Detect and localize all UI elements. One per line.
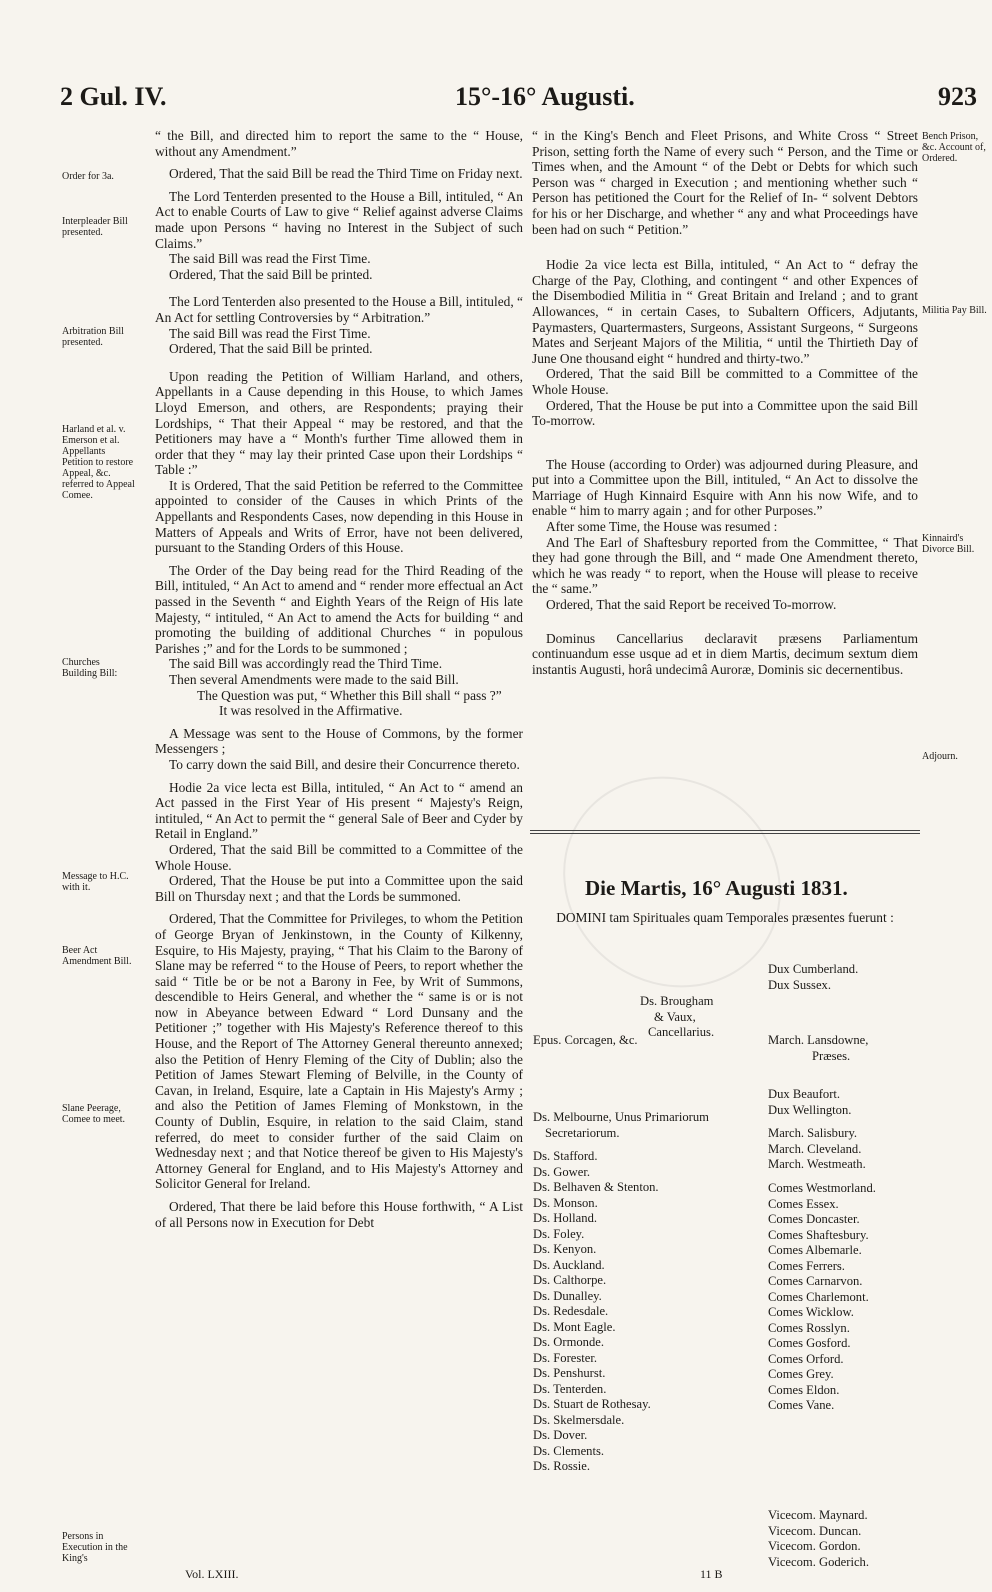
list-item: March. Cleveland. [768, 1141, 862, 1156]
list-item: & Vaux, [654, 1009, 696, 1024]
paragraph: The said Bill was read the First Time. [169, 325, 371, 341]
list-item: Comes Essex. [768, 1196, 839, 1211]
dukes-list [768, 1087, 851, 1118]
paragraph: “ the Bill, and directed him to report the same to the “ House, without any Amendment.” [155, 128, 523, 159]
page-header [0, 82, 992, 118]
volume-number: Vol. LXIII. [185, 1567, 239, 1581]
margin-note: Slane Peerage, Comee to meet. [62, 1103, 126, 1125]
list-item: Præses. [812, 1048, 851, 1063]
list-item: Secretariorum. [545, 1125, 620, 1140]
paragraph: The House (according to Order) was adjourned during Pleasure, and put into a Committee upon the Bill, intituled, “ An Act to dissolve the Marriage of Hugh Kinnaird Esquire with Ann his now Wife, and to enable “ him to marry again ; and for other Purposes.” [532, 456, 918, 519]
margin-note: Harland et al. v. Emerson et al. Appellants Petition to restore Appeal, &c. referred to Appeal Comee. [62, 424, 135, 501]
lansdowne-entry [768, 1033, 868, 1064]
marquesses-list [768, 1126, 866, 1173]
list-item: Ds. Penshurst. [533, 1366, 606, 1380]
list-item: Comes Rosslyn. [768, 1320, 850, 1335]
list-item: Comes Shaftesbury. [768, 1227, 869, 1242]
paragraph: The Question was put, “ Whether this Bill shall “ pass ?” [197, 687, 502, 703]
section-divider [530, 833, 920, 834]
attendance-heading: DOMINI tam Spirituales quam Temporales præsentes fuerunt : [556, 910, 894, 925]
list-item: Comes Gosford. [768, 1336, 851, 1350]
list-item: Ds. Holland. [533, 1211, 598, 1225]
paragraph: Upon reading the Petition of William Harland, and others, Appellants in a Cause depending in this House, to which James Lloyd Emerson, and others, are Respondents; praying their Lordships, “ That their Appeal “ may be restored, and that the Petitioners may have a “ Month's further Time allowed them in order that they “ may lay their printed Case upon their Lordships “ Table :” [155, 368, 523, 478]
paragraph: The said Bill was read the First Time. [169, 251, 371, 267]
right-column [532, 128, 918, 684]
list-item: March. Lansdowne, [768, 1033, 869, 1047]
list-item: Ds. Melbourne, Unus Primariorum [533, 1110, 709, 1124]
list-item: Ds. Clements. [533, 1443, 605, 1458]
paragraph: The Order of the Day being read for the Third Reading of the Bill, intituled, “ An Act to amend and “ render more effectual an Act passed in the Seventh “ and Eighth Years of the Reign of His late Majesty, “ intituled, “ An Act to amend the Acts for building “ and promoting the building of additional Churches “ in populous Parishes ;” and for the Lords to be summoned ; [155, 562, 523, 656]
header-date: 15°-16° Augusti. [455, 82, 635, 111]
list-item: Vicecom. Maynard. [768, 1508, 868, 1522]
margin-note: Interpleader Bill presented. [62, 216, 128, 238]
list-item: Ds. Brougham [640, 994, 714, 1008]
paragraph: It is Ordered, That the said Petition be referred to the Committee appointed to consider of the Causes in which Prints of the Appellants and Respondents Cases, now depending in this House in Matters of Appeals and Writs of Error, have not been delivered, pursuant to the Standing Orders of this House. [155, 477, 523, 556]
section-divider [530, 830, 920, 831]
paragraph: And The Earl of Shaftesbury reported from the Committee, “ That they had gone through the Bill, and “ made One Amendment thereto, which he was ready “ to report, when the House will please to receive the “ same.” [532, 534, 918, 597]
list-item: Comes Charlemont. [768, 1289, 869, 1304]
list-item: Comes Albemarle. [768, 1243, 862, 1257]
paragraph: Hodie 2a vice lecta est Billa, intituled, “ An Act to “ defray the Charge of the Pay, Clothing, and contingent “ and other Expences of the Disembodied Militia in “ Great Britain and Ireland ; and to grant Allowances, “ in certain Cases, to Subaltern Officers, Adjutants, Paymasters, Quartermasters, Surgeons, Assistant Surgeons, “ Surgeons Mates and Serjeant Majors of the Militia, “ until the Thirtieth Day of June One thousand eight “ hundred and thirty-two.” [532, 257, 918, 366]
list-item: Dux Beaufort. [768, 1087, 841, 1101]
paragraph: The Lord Tenterden also presented to the House a Bill, intituled, “ An Act for settling Controversies by “ Arbitration.” [155, 294, 523, 325]
paragraph: Then several Amendments were made to the said Bill. [169, 672, 459, 687]
paragraph: The Lord Tenterden presented to the House a Bill, intituled, “ An Act to enable Courts of Law to give “ Relief against adverse Claims made upon Persons “ having no Interest in the Subject of such Claims.” [155, 188, 523, 251]
list-item: Cancellarius. [648, 1025, 715, 1039]
margin-note: Message to H.C. with it. [62, 871, 129, 893]
paragraph: Hodie 2a vice lecta est Billa, intituled, “ An Act to “ amend an Act passed in the First Year of His present “ Majesty's Reign, intituled, “ An Act to permit the “ general Sale of Beer and Cyder by Retail in England.” [155, 779, 523, 842]
margin-note: Order for 3a. [62, 171, 114, 182]
paragraph: Dominus Cancellarius declaravit præsens Parliamentum continuandum esse usque ad et in diem Martis, decimum sextum diem instantis Augusti, horâ undecimâ Auroræ, Dominis sic decernentibus. [532, 630, 918, 677]
melbourne-entry [533, 1110, 709, 1141]
bishop-entry: Epus. Corcagen, &c. [533, 1033, 638, 1047]
list-item: Dux Sussex. [768, 977, 831, 992]
paragraph: It was resolved in the Affirmative. [219, 703, 403, 719]
list-item: Dux Wellington. [768, 1102, 852, 1117]
list-item: Ds. Kenyon. [533, 1242, 597, 1256]
margin-note: Militia Pay Bill. [922, 305, 987, 316]
viscounts-list [768, 1508, 869, 1570]
list-item: Ds. Auckland. [533, 1257, 605, 1272]
paragraph: After some Time, the House was resumed : [546, 519, 778, 535]
paragraph: To carry down the said Bill, and desire their Concurrence thereto. [169, 756, 520, 772]
paragraph: Ordered, That the said Bill be printed. [169, 266, 373, 282]
list-item: Vicecom. Duncan. [768, 1523, 862, 1538]
list-item: Ds. Stuart de Rothesay. [533, 1397, 651, 1411]
list-item: March. Westmeath. [768, 1157, 866, 1171]
margin-note: Arbitration Bill presented. [62, 326, 124, 348]
list-item: Ds. Stafford. [533, 1149, 598, 1163]
margin-note: Kinnaird's Divorce Bill. [922, 533, 975, 555]
list-item: Vicecom. Gordon. [768, 1539, 861, 1553]
list-item: Comes Wicklow. [768, 1305, 854, 1319]
list-item: Ds. Skelmersdale. [533, 1412, 625, 1427]
paragraph: Ordered, That the said Report be received To-morrow. [546, 597, 837, 613]
paragraph: “ in the King's Bench and Fleet Prisons, and White Cross “ Street Prison, setting forth the Name of every such “ Person, and the Time or Times when, and the Amount “ of the Debt or Debts for which such Person was “ charged in Execution ; and mentioning whether such “ Person has petitioned the Court for the Relief of In- “ solvent Debtors for his or her Discharge, and whether “ any and what Proceedings have been had on such “ Petition.” [532, 128, 918, 237]
list-item: Comes Westmorland. [768, 1181, 876, 1195]
paragraph: The said Bill was accordingly read the Third Time. [169, 656, 443, 672]
paragraph: Ordered, That the said Bill be printed. [169, 341, 373, 357]
list-item: Ds. Gower. [533, 1164, 591, 1179]
dukes-top-list [768, 962, 858, 993]
margin-note: Adjourn. [922, 751, 958, 762]
paragraph: Ordered, That there be laid before this House forthwith, “ A List of all Persons now in Execution for Debt [155, 1199, 523, 1230]
paragraph: Ordered, That the House be put into a Committee upon the said Bill on Thursday next ; and that the Lords be summoned. [155, 873, 523, 904]
list-item: Comes Doncaster. [768, 1212, 860, 1226]
list-item: Ds. Belhaven & Stenton. [533, 1180, 659, 1194]
list-item: Ds. Foley. [533, 1226, 585, 1241]
list-item: Comes Orford. [768, 1351, 844, 1366]
earls-list [768, 1181, 876, 1414]
list-item: Ds. Dover. [533, 1428, 588, 1442]
list-item: Ds. Ormonde. [533, 1335, 605, 1349]
margin-note: Churches Building Bill: [62, 657, 118, 679]
margin-note: Beer Act Amendment Bill. [62, 945, 132, 967]
paragraph: A Message was sent to the House of Commons, by the former Messengers ; [155, 725, 523, 757]
margin-note: Bench Prison, &c. Account of, Ordered. [922, 131, 986, 164]
paragraph: Ordered, That the said Bill be committed to a Committee of the Whole House. [155, 841, 523, 873]
list-item: Ds. Forester. [533, 1350, 598, 1365]
list-item: Ds. Mont Eagle. [533, 1319, 616, 1334]
list-item: Ds. Redesdale. [533, 1304, 609, 1318]
list-item: Ds. Tenterden. [533, 1381, 607, 1396]
list-item: Comes Grey. [768, 1367, 834, 1381]
page-number: 923 [938, 82, 977, 111]
list-item: Ds. Calthorpe. [533, 1273, 607, 1287]
chancellor-entry [640, 994, 714, 1041]
list-item: March. Salisbury. [768, 1126, 858, 1140]
list-item: Dux Cumberland. [768, 962, 859, 976]
list-item: Ds. Dunalley. [533, 1288, 602, 1303]
signature-mark: 11 B [700, 1567, 723, 1581]
list-item: Ds. Rossie. [533, 1459, 591, 1473]
margin-note: Persons in Execution in the King's [62, 1531, 128, 1564]
paragraph: Ordered, That the said Bill be read the Third Time on Friday next. [169, 166, 523, 182]
paragraph: Ordered, That the Committee for Privileges, to whom the Petition of George Bryan of Jenkinstown, in the County of Kilkenny, Esquire, to His Majesty, praying, “ That his Claim to the Barony of Slane may be referred “ to the House of Peers, to report whether the said “ Title be or be not a Barony in Fee, by Writ of Summons, descendible to Heirs General, and whether the “ same is or is not now in Abeyance between Edward “ Lord Dunsany and the Petitioner ;” together with His Majesty's Reference thereof to this House, and the Report of The Attorney General thereunto annexed; also the Petition of Henry Fleming of the City of Dublin; also the Petition of James Stewart Fleming of Belville, in the County of Cavan, in Ireland, Esquire, late a Captain in His Majesty's Army ; and also the Petition of James Fleming of Monkstown, in the County of Dublin, Esquire, in relation to the said Claim, stand referred, do meet to consider further of the said Claim on Wednesday next ; and that Notice thereof be given to His Majesty's Attorney General for England, and to His Majesty's Attorney and Solicitor General for Ireland. [155, 911, 523, 1192]
sitting-day-title: Die Martis, 16° Augusti 1831. [585, 876, 848, 900]
barons-list [533, 1149, 659, 1475]
list-item: Comes Vane. [768, 1398, 835, 1412]
left-column [155, 128, 523, 1237]
list-item: Vicecom. Goderich. [768, 1554, 870, 1569]
list-item: Comes Ferrers. [768, 1258, 845, 1273]
list-item: Comes Carnarvon. [768, 1274, 863, 1288]
list-item: Comes Eldon. [768, 1382, 840, 1397]
header-regnal-year: 2 Gul. IV. [60, 82, 167, 111]
paragraph: Ordered, That the said Bill be committed to a Committee of the Whole House. [532, 366, 918, 397]
list-item: Ds. Monson. [533, 1195, 598, 1210]
paragraph: Ordered, That the House be put into a Committee upon the said Bill To-morrow. [532, 397, 918, 429]
